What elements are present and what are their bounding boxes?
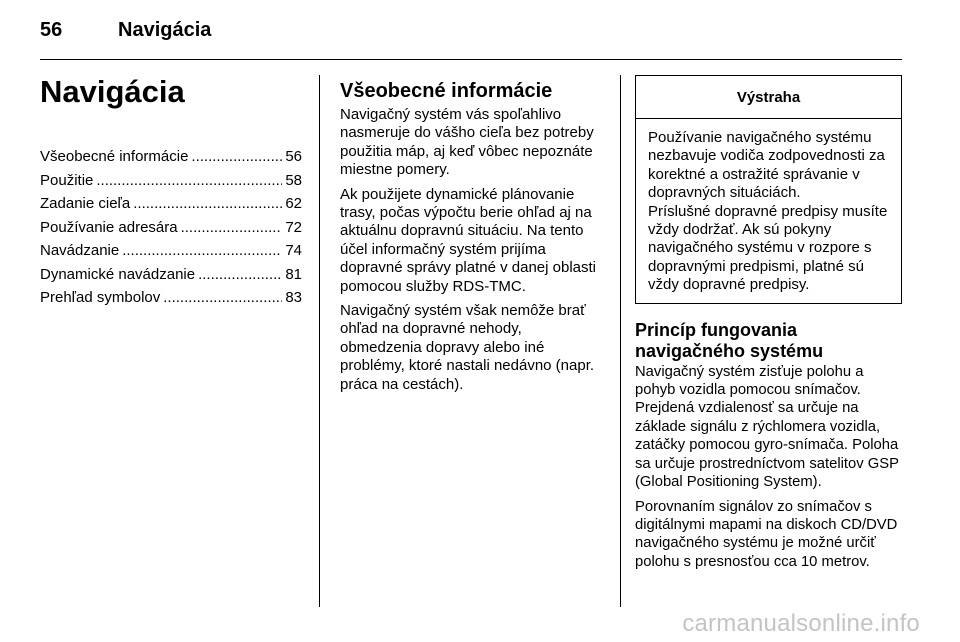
- toc-entry-label: Všeobecné informácie: [40, 148, 189, 165]
- toc-entry-label: Použitie: [40, 171, 94, 189]
- body-paragraph: Navigačný systém vás spoľahlivo nasmeruje do vášho cieľa bez potreby použitia máp, aj keď vôbec nepoznáte miestne pomery.: [340, 106, 594, 179]
- subsection-title: Princíp fungovania navigačného systému: [635, 319, 824, 361]
- toc-entry[interactable]: [40, 145, 302, 169]
- body-paragraph: Porovnaním signálov zo snímačov s digitálnymi mapami na diskoch CD/DVD navigačného systému je možné určiť polohu s presnosťou cca 10 metrov.: [635, 498, 898, 570]
- warning-title: Výstraha: [636, 76, 901, 119]
- warning-paragraph: Príslušné dopravné predpisy musíte vždy dodržať. Ak sú pokyny navigačného systému v rozpore s dopravnými predpismi, platné sú vždy dopravné predpisy.: [648, 202, 888, 294]
- toc-entry[interactable]: [40, 169, 302, 193]
- toc-entry[interactable]: [40, 286, 302, 310]
- section-title: Všeobecné informácie: [340, 80, 553, 102]
- page-number: 56: [40, 19, 63, 41]
- toc-leader: [198, 263, 282, 287]
- toc-leader: [133, 192, 282, 216]
- toc-entry-page: 62: [285, 195, 302, 212]
- toc-leader: [163, 286, 282, 310]
- toc-entry[interactable]: [40, 216, 302, 240]
- toc-entry-label: Navádzanie: [40, 242, 120, 259]
- toc-leader: [122, 239, 282, 263]
- toc-entry-label: Dynamické navádzanie: [40, 265, 196, 283]
- toc-leader: [181, 216, 283, 240]
- toc-entry-label: Používanie adresára: [40, 218, 178, 236]
- toc-entry-label: Zadanie cieľa: [40, 195, 131, 212]
- column-divider-2: [620, 75, 621, 607]
- table-of-contents: [40, 145, 302, 310]
- general-info-column: [340, 79, 606, 400]
- warning-paragraph: Používanie navigačného systému nezbavuje vodiča zodpovednosti za korektné a ostražité správanie v dopravných situáciách.: [648, 129, 885, 202]
- toc-entry-page: 56: [285, 148, 302, 165]
- body-paragraph: Ak použijete dynamické plánovanie trasy, počas výpočtu berie ohľad aj na aktuálnu dopravnú situáciu. Na tento účel informačný systém prijíma dopravné správy platné v danej oblasti pomocou služby RDS-TMC.: [340, 185, 596, 295]
- column-divider-1: [319, 75, 320, 607]
- body-paragraph: Navigačný systém však nemôže brať ohľad na dopravné nehody, obmedzenia dopravy alebo iné problémy, ktoré nastali nedávno (napr. práca na cestách).: [340, 302, 595, 393]
- toc-entry-page: 81: [285, 265, 302, 283]
- toc-leader: [191, 145, 282, 169]
- chapter-title: Navigácia: [40, 74, 185, 109]
- running-title: Navigácia: [118, 19, 212, 41]
- toc-entry[interactable]: [40, 192, 302, 216]
- toc-entry-page: 74: [285, 242, 302, 259]
- watermark: carmanualsonline.info: [682, 610, 920, 637]
- toc-entry[interactable]: [40, 263, 302, 287]
- toc-entry-label: Prehľad symbolov: [40, 289, 161, 306]
- right-column: [635, 75, 903, 577]
- toc-entry-page: 83: [285, 289, 302, 306]
- toc-entry-page: 58: [285, 171, 302, 189]
- warning-body: [636, 119, 901, 303]
- body-paragraph: Navigačný systém zisťuje polohu a pohyb vozidla pomocou snímačov. Prejdená vzdialenosť sa určuje na základe signálu z rýchlomera vozidla, zatáčky pomocou gyro-snímača. Poloha sa určuje prostredníctvom satelitov GSP (Global Positioning System).: [635, 363, 899, 491]
- header-rule: [40, 59, 902, 60]
- toc-entry-page: 72: [285, 218, 302, 236]
- toc-leader: [96, 169, 282, 193]
- toc-column: [40, 72, 302, 310]
- toc-entry[interactable]: [40, 239, 302, 263]
- warning-box: [635, 75, 902, 304]
